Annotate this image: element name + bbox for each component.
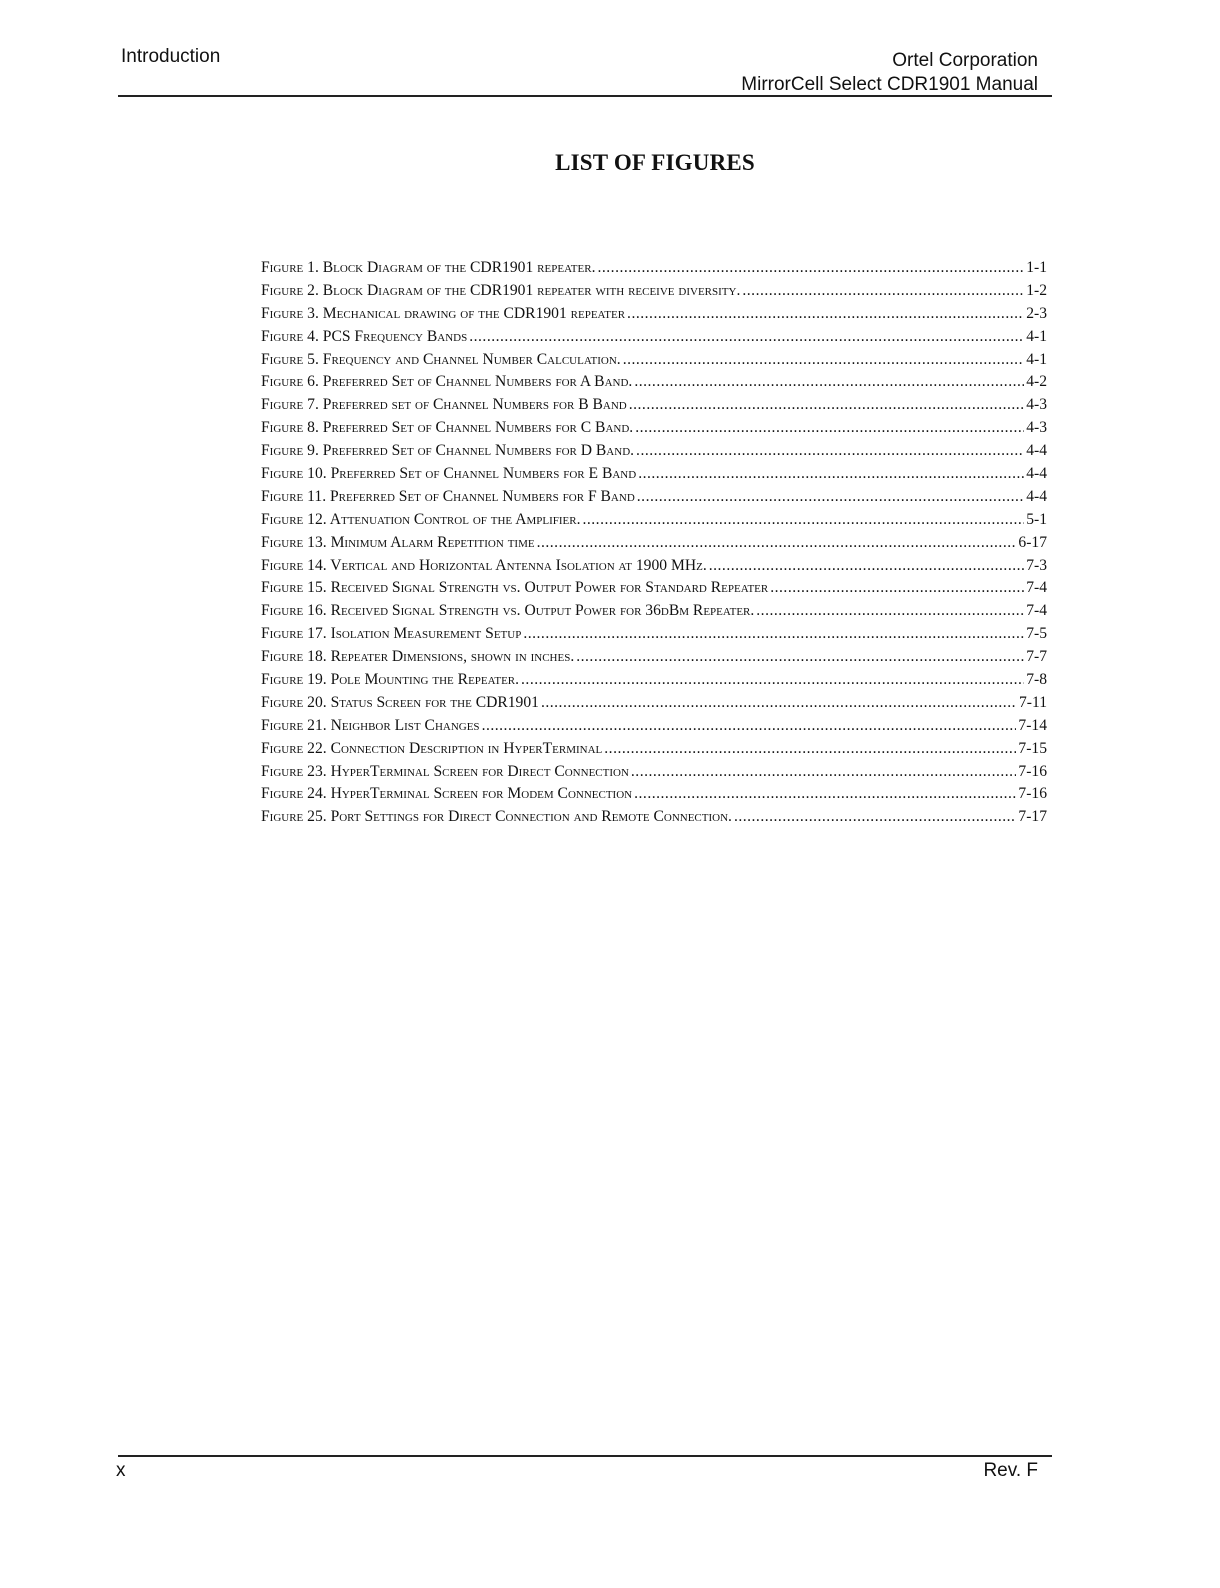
- figure-page-number: 7-11: [1018, 693, 1047, 711]
- figure-entry[interactable]: [261, 465, 1047, 488]
- figure-entry[interactable]: [261, 785, 1047, 808]
- figure-label: Figure 25. Port Settings for Direct Connection and Remote Connection.: [261, 808, 732, 826]
- figure-entry[interactable]: [261, 671, 1047, 694]
- dot-leader: [634, 785, 1016, 803]
- dot-leader: [537, 534, 1017, 552]
- dot-leader: [541, 694, 1017, 712]
- figure-label: Figure 6. Preferred Set of Channel Numbers for A Band.: [261, 373, 633, 391]
- dot-leader: [634, 373, 1024, 391]
- dot-leader: [636, 442, 1024, 460]
- dot-leader: [638, 465, 1024, 483]
- figure-label: Figure 3. Mechanical drawing of the CDR1901 repeater: [261, 304, 626, 322]
- figure-page-number: 6-17: [1018, 533, 1047, 551]
- dot-leader: [469, 328, 1024, 346]
- dot-leader: [709, 557, 1024, 575]
- figure-page-number: 4-4: [1026, 465, 1047, 483]
- dot-leader: [521, 671, 1024, 689]
- figure-label: Figure 8. Preferred Set of Channel Numbers for C Band.: [261, 419, 634, 437]
- figure-entry[interactable]: [261, 557, 1047, 580]
- footer-revision: Rev. F: [983, 1460, 1038, 1481]
- figure-label: Figure 9. Preferred Set of Channel Numbers for D Band.: [261, 442, 635, 460]
- header-document-info: [741, 49, 1038, 97]
- figure-page-number: 7-5: [1026, 625, 1047, 643]
- figure-page-number: 4-1: [1026, 327, 1047, 345]
- dot-leader: [582, 511, 1024, 529]
- figure-label: Figure 19. Pole Mounting the Repeater.: [261, 671, 520, 689]
- dot-leader: [604, 740, 1016, 758]
- figure-label: Figure 12. Attenuation Control of the Amplifier.: [261, 510, 581, 528]
- figure-page-number: 1-1: [1026, 259, 1047, 276]
- figure-page-number: 4-2: [1026, 373, 1047, 391]
- figure-entry[interactable]: [261, 488, 1047, 511]
- figure-label: Figure 14. Vertical and Horizontal Antenna Isolation at 1900 MHz.: [261, 556, 707, 574]
- figure-entry[interactable]: [261, 442, 1047, 465]
- figure-entry[interactable]: [261, 282, 1047, 305]
- figure-label: Figure 21. Neighbor List Changes: [261, 716, 480, 734]
- figure-page-number: 7-17: [1018, 808, 1047, 826]
- dot-leader: [629, 396, 1024, 414]
- figure-label: Figure 7. Preferred set of Channel Numbers for B Band: [261, 396, 627, 414]
- figure-page-number: 7-16: [1018, 785, 1047, 803]
- figure-entry[interactable]: [261, 419, 1047, 442]
- figure-label: Figure 11. Preferred Set of Channel Numbers for F Band: [261, 487, 635, 505]
- figure-entry[interactable]: [261, 808, 1047, 831]
- figure-page-number: 7-3: [1026, 556, 1047, 574]
- header-manual-title: MirrorCell Select CDR1901 Manual: [741, 74, 1038, 95]
- page-title: LIST OF FIGURES: [555, 150, 755, 175]
- figure-page-number: 4-4: [1026, 487, 1047, 505]
- header-divider: [118, 95, 1052, 97]
- figure-entry[interactable]: [261, 305, 1047, 328]
- figure-label: Figure 2. Block Diagram of the CDR1901 repeater with receive diversity.: [261, 281, 741, 299]
- figure-page-number: 4-3: [1026, 419, 1047, 437]
- figure-label: Figure 10. Preferred Set of Channel Numbers for E Band: [261, 465, 637, 483]
- figure-entry[interactable]: [261, 373, 1047, 396]
- dot-leader: [742, 282, 1024, 300]
- figure-page-number: 4-3: [1026, 396, 1047, 414]
- dot-leader: [637, 488, 1024, 506]
- figure-entry[interactable]: [261, 396, 1047, 419]
- figure-page-number: 7-4: [1026, 579, 1047, 597]
- figure-list: [261, 259, 1047, 831]
- dot-leader: [756, 602, 1024, 620]
- figure-page-number: 7-15: [1018, 739, 1047, 757]
- figure-entry[interactable]: [261, 648, 1047, 671]
- figure-entry[interactable]: [261, 625, 1047, 648]
- figure-entry[interactable]: [261, 511, 1047, 534]
- figure-entry[interactable]: [261, 602, 1047, 625]
- header-company: Ortel Corporation: [892, 50, 1038, 71]
- figure-page-number: 7-14: [1018, 716, 1047, 734]
- figure-label: Figure 20. Status Screen for the CDR1901: [261, 693, 539, 711]
- figure-page-number: 4-4: [1026, 442, 1047, 460]
- figure-label: Figure 15. Received Signal Strength vs. Output Power for Standard Repeater: [261, 579, 769, 597]
- figure-page-number: 7-16: [1018, 762, 1047, 780]
- figure-entry[interactable]: [261, 694, 1047, 717]
- figure-label: Figure 1. Block Diagram of the CDR1901 repeater.: [261, 259, 596, 276]
- figure-label: Figure 22. Connection Description in HyperTerminal: [261, 739, 603, 757]
- figure-entry[interactable]: [261, 763, 1047, 786]
- figure-entry[interactable]: [261, 534, 1047, 557]
- dot-leader: [627, 305, 1024, 323]
- header-section-name: Introduction: [121, 46, 221, 67]
- figure-entry[interactable]: [261, 259, 1047, 282]
- figure-entry[interactable]: [261, 351, 1047, 374]
- figure-label: Figure 24. HyperTerminal Screen for Modem Connection: [261, 785, 633, 803]
- figure-page-number: 1-2: [1026, 281, 1047, 299]
- figure-page-number: 2-3: [1026, 304, 1047, 322]
- figure-label: Figure 17. Isolation Measurement Setup: [261, 625, 522, 643]
- figure-label: Figure 16. Received Signal Strength vs. Output Power for 36dBm Repeater.: [261, 602, 755, 620]
- figure-page-number: 4-1: [1026, 350, 1047, 368]
- footer-page-number: x: [116, 1460, 126, 1481]
- figure-page-number: 5-1: [1026, 510, 1047, 528]
- figure-entry[interactable]: [261, 328, 1047, 351]
- dot-leader: [635, 419, 1024, 437]
- figure-entry[interactable]: [261, 579, 1047, 602]
- figure-label: Figure 5. Frequency and Channel Number Calculation.: [261, 350, 621, 368]
- figure-entry[interactable]: [261, 717, 1047, 740]
- dot-leader: [523, 625, 1024, 643]
- figure-entry[interactable]: [261, 740, 1047, 763]
- dot-leader: [597, 259, 1024, 277]
- dot-leader: [734, 808, 1016, 826]
- figure-page-number: 7-8: [1026, 671, 1047, 689]
- figure-label: Figure 18. Repeater Dimensions, shown in inches.: [261, 648, 575, 666]
- figure-label: Figure 13. Minimum Alarm Repetition time: [261, 533, 535, 551]
- dot-leader: [482, 717, 1017, 735]
- dot-leader: [631, 763, 1017, 781]
- figure-page-number: 7-7: [1026, 648, 1047, 666]
- dot-leader: [576, 648, 1024, 666]
- figure-label: Figure 4. PCS Frequency Bands: [261, 327, 468, 345]
- dot-leader: [770, 579, 1024, 597]
- figure-label: Figure 23. HyperTerminal Screen for Direct Connection: [261, 762, 629, 780]
- footer-divider: [118, 1455, 1052, 1457]
- figure-page-number: 7-4: [1026, 602, 1047, 620]
- dot-leader: [623, 351, 1024, 369]
